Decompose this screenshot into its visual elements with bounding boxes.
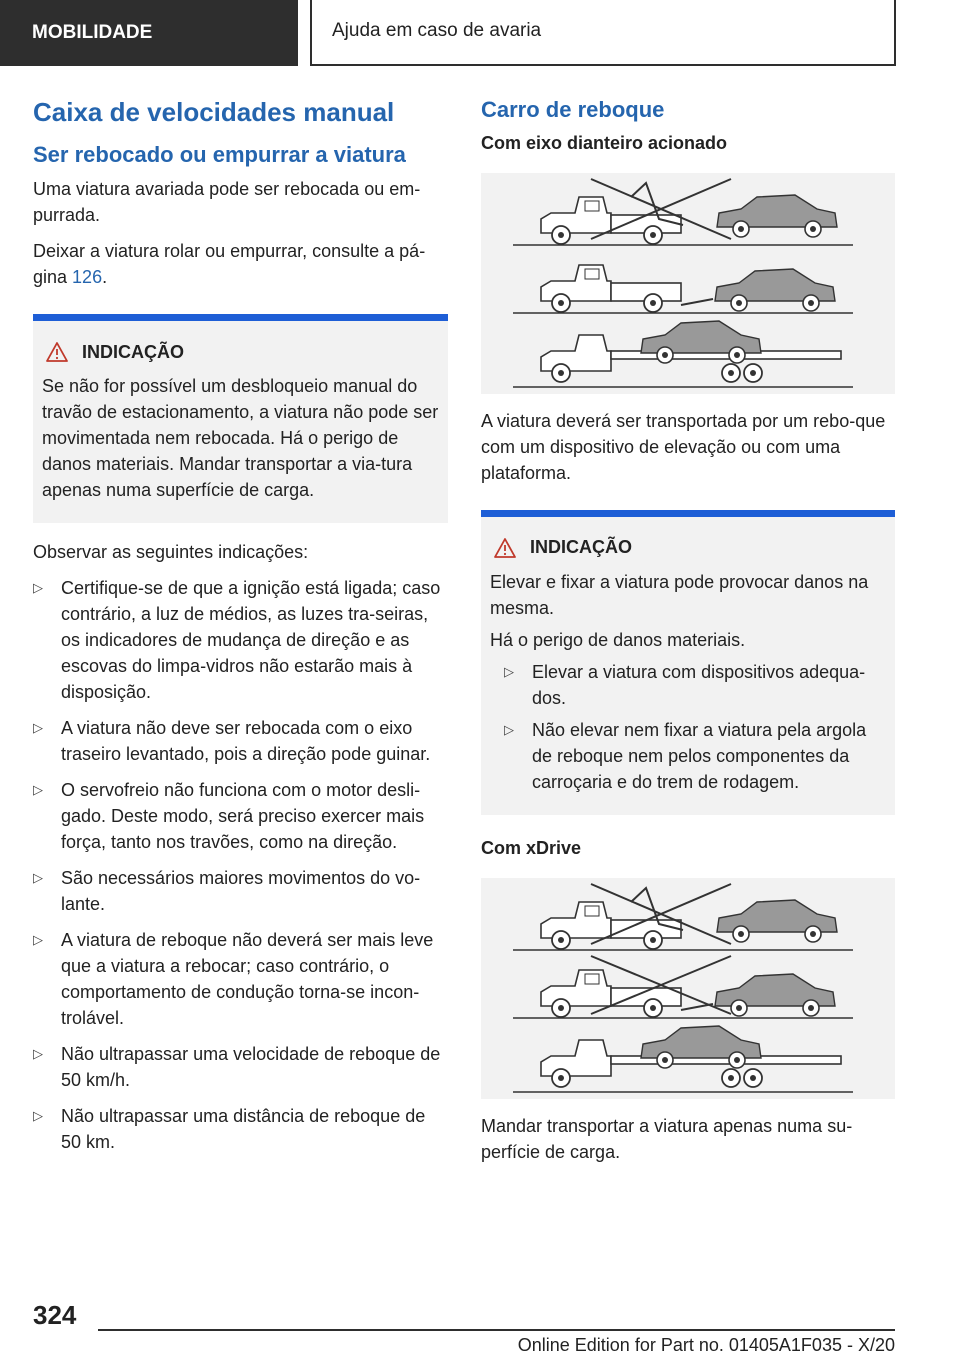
triangle-bullet-icon: ▷ bbox=[33, 580, 43, 595]
notice-box bbox=[33, 314, 448, 523]
section-tab: MOBILIDADE bbox=[0, 0, 298, 66]
triangle-bullet-icon: ▷ bbox=[504, 721, 514, 737]
left-column bbox=[33, 96, 448, 1165]
edition-text: Online Edition for Part no. 01405A1F035 - X/20 bbox=[517, 1335, 895, 1355]
reference-text: Deixar a viatura rolar ou empurrar, consulte a pá-gina bbox=[33, 241, 426, 287]
page-link[interactable]: 126 bbox=[72, 267, 103, 287]
towing-illustration-xdrive bbox=[481, 878, 895, 1099]
list-item: ▷ Não ultrapassar uma distância de reboque de 50 km. bbox=[33, 1103, 448, 1155]
instruction-list bbox=[33, 575, 448, 1155]
notice-title bbox=[42, 339, 439, 365]
chapter-title: Ajuda em caso de avaria bbox=[310, 0, 896, 66]
figure-caption-1: A viatura deverá ser transportada por um rebo-que com um dispositivo de elevação ou com uma plataforma. bbox=[481, 410, 886, 483]
notice-title-text: INDICAÇÃO bbox=[82, 341, 184, 362]
reference-paragraph bbox=[33, 238, 448, 290]
triangle-bullet-icon: ▷ bbox=[33, 1108, 43, 1123]
notice-list bbox=[490, 659, 886, 795]
footer-divider bbox=[98, 1329, 895, 1331]
triangle-bullet-icon: ▷ bbox=[33, 782, 43, 797]
list-item: ▷ Não elevar nem fixar a viatura pela argola de reboque nem pelos componentes da carroçaria e do trem de rodagem. bbox=[490, 717, 886, 795]
list-item: ▷ A viatura de reboque não deverá ser mais leve que a viatura a rebocar; caso contrário, o comportamento de condução torna-se incon-trolável. bbox=[33, 927, 448, 1031]
list-item: ▷ A viatura não deve ser rebocada com o eixo traseiro levantado, pois a direção pode guinar. bbox=[33, 715, 448, 767]
towing-diagram bbox=[481, 173, 895, 394]
notice-text: Elevar e fixar a viatura pode provocar danos na mesma. bbox=[490, 571, 869, 618]
triangle-bullet-icon: ▷ bbox=[33, 1046, 43, 1061]
page-header bbox=[0, 0, 960, 66]
list-item: ▷ São necessários maiores movimentos do vo-lante. bbox=[33, 865, 448, 917]
triangle-bullet-icon: ▷ bbox=[504, 663, 514, 679]
warning-icon bbox=[494, 538, 516, 558]
notice-title-text: INDICAÇÃO bbox=[530, 537, 632, 558]
right-column bbox=[481, 96, 895, 1175]
warning-icon bbox=[46, 342, 68, 362]
front-drive-subtitle: Com eixo dianteiro acionado bbox=[481, 132, 728, 153]
notice-title bbox=[490, 535, 886, 561]
reference-end: . bbox=[102, 267, 108, 287]
notice-text: Se não for possível um desbloqueio manual do travão de estacionamento, a viatura não pode ser movimentada nem rebocada. Há o perigo de danos materiais. Mandar transportar a via-tura apenas numa superfície de carga. bbox=[42, 376, 439, 500]
xdrive-subtitle: Com xDrive bbox=[481, 837, 582, 858]
figure-caption-2: Mandar transportar a viatura apenas numa su-perfície de carga. bbox=[481, 1116, 853, 1163]
intro-paragraph: Uma viatura avariada pode ser rebocada ou em-purrada. bbox=[33, 179, 421, 225]
notice-box bbox=[481, 510, 895, 815]
section-title: Caixa de velocidades manual bbox=[33, 97, 395, 127]
triangle-bullet-icon: ▷ bbox=[33, 720, 43, 735]
observe-text: Observar as seguintes indicações: bbox=[33, 542, 309, 562]
page-number: 324 bbox=[33, 1300, 77, 1330]
tow-truck-title: Carro de reboque bbox=[481, 97, 665, 122]
towing-diagram bbox=[481, 878, 895, 1099]
section-subtitle: Ser rebocado ou empurrar a viatura bbox=[33, 141, 406, 167]
triangle-bullet-icon: ▷ bbox=[33, 870, 43, 885]
towing-illustration-front-drive bbox=[481, 173, 895, 394]
list-item: ▷ Certifique-se de que a ignição está ligada; caso contrário, a luz de médios, as luzes tra-seiras, os indicadores de mudança de direção e as escovas do limpa-vidros não estarão mais à disposição. bbox=[33, 575, 448, 705]
notice-text: Há o perigo de danos materiais. bbox=[490, 629, 746, 650]
list-item: ▷ O servofreio não funciona com o motor desli-gado. Deste modo, será preciso exercer mais força, tanto nos travões, como na direção. bbox=[33, 777, 448, 855]
triangle-bullet-icon: ▷ bbox=[33, 932, 43, 947]
list-item: ▷ Elevar a viatura com dispositivos adequa-dos. bbox=[490, 659, 886, 711]
list-item: ▷ Não ultrapassar uma velocidade de reboque de 50 km/h. bbox=[33, 1041, 448, 1093]
